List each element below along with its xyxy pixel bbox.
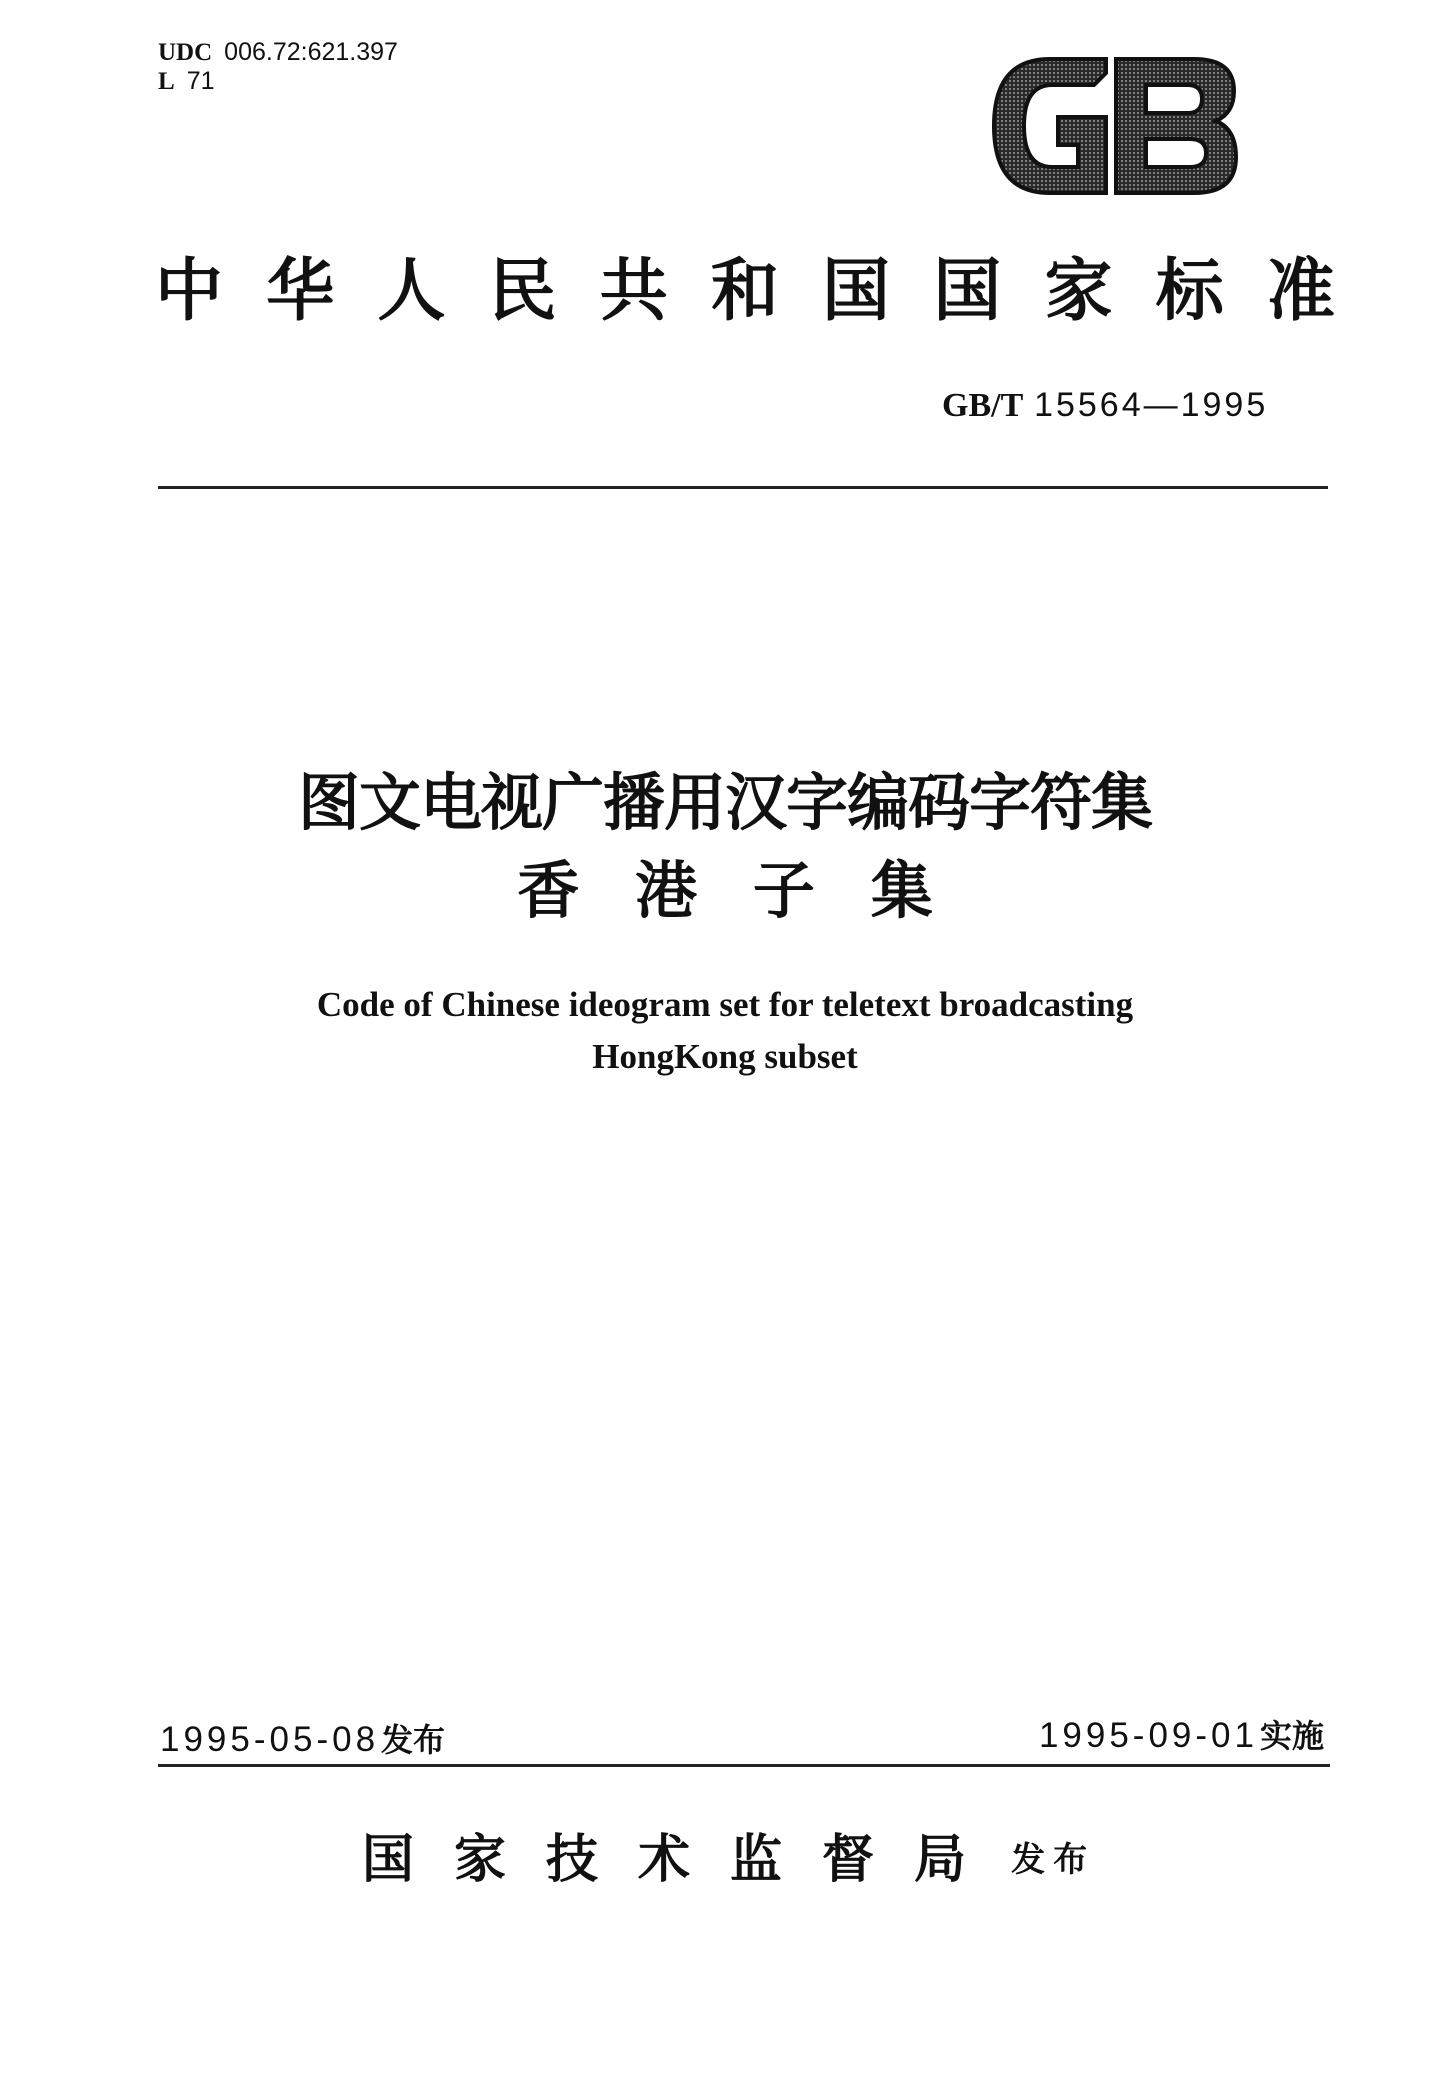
issue-date: 1995-05-08 — [160, 1720, 380, 1759]
heading-char: 国 — [933, 252, 1002, 331]
top-divider — [158, 486, 1328, 489]
class-label: L — [158, 68, 175, 95]
heading-char: 准 — [1266, 252, 1335, 331]
udc-line — [158, 38, 398, 67]
heading-char: 中 — [155, 252, 224, 331]
issuer-line — [362, 1828, 1095, 1892]
classification-codes — [158, 38, 398, 96]
implement-date-line — [1039, 1715, 1324, 1757]
class-value: 71 — [186, 67, 215, 95]
heading-char: 共 — [599, 252, 668, 331]
issue-date-line — [160, 1719, 445, 1761]
udc-value: 006.72:621.397 — [224, 38, 398, 66]
bottom-divider — [158, 1764, 1330, 1767]
class-line — [158, 67, 398, 96]
heading-char: 和 — [710, 252, 779, 331]
heading-char: 民 — [488, 252, 557, 331]
title-english: Code of Chinese ideogram set for teletext broadcasting — [316, 985, 1134, 1024]
heading-char: 华 — [266, 252, 335, 331]
implement-date: 1995-09-01 — [1038, 1716, 1258, 1755]
national-standard-heading — [155, 252, 1335, 332]
heading-char: 国 — [822, 252, 891, 331]
heading-char: 家 — [1044, 252, 1113, 331]
standard-number — [942, 385, 1268, 426]
subtitle-chinese: 香港子集 — [517, 854, 989, 927]
heading-char: 人 — [377, 252, 446, 331]
issue-label: 发布 — [381, 1721, 446, 1759]
title-chinese: 图文电视广播用汉字编码字符集 — [297, 766, 1152, 839]
subtitle-english: HongKong subset — [592, 1037, 858, 1076]
heading-char: 标 — [1155, 252, 1224, 331]
standard-code: 15564—1995 — [1034, 386, 1269, 424]
udc-label: UDC — [158, 39, 213, 66]
issuer-action: 发布 — [1011, 1840, 1096, 1880]
issuing-organization: 国家技术监督局 — [362, 1830, 1007, 1890]
gb-logo — [988, 55, 1240, 197]
standard-prefix: GB/T — [942, 387, 1024, 424]
implement-label: 实施 — [1259, 1717, 1324, 1755]
